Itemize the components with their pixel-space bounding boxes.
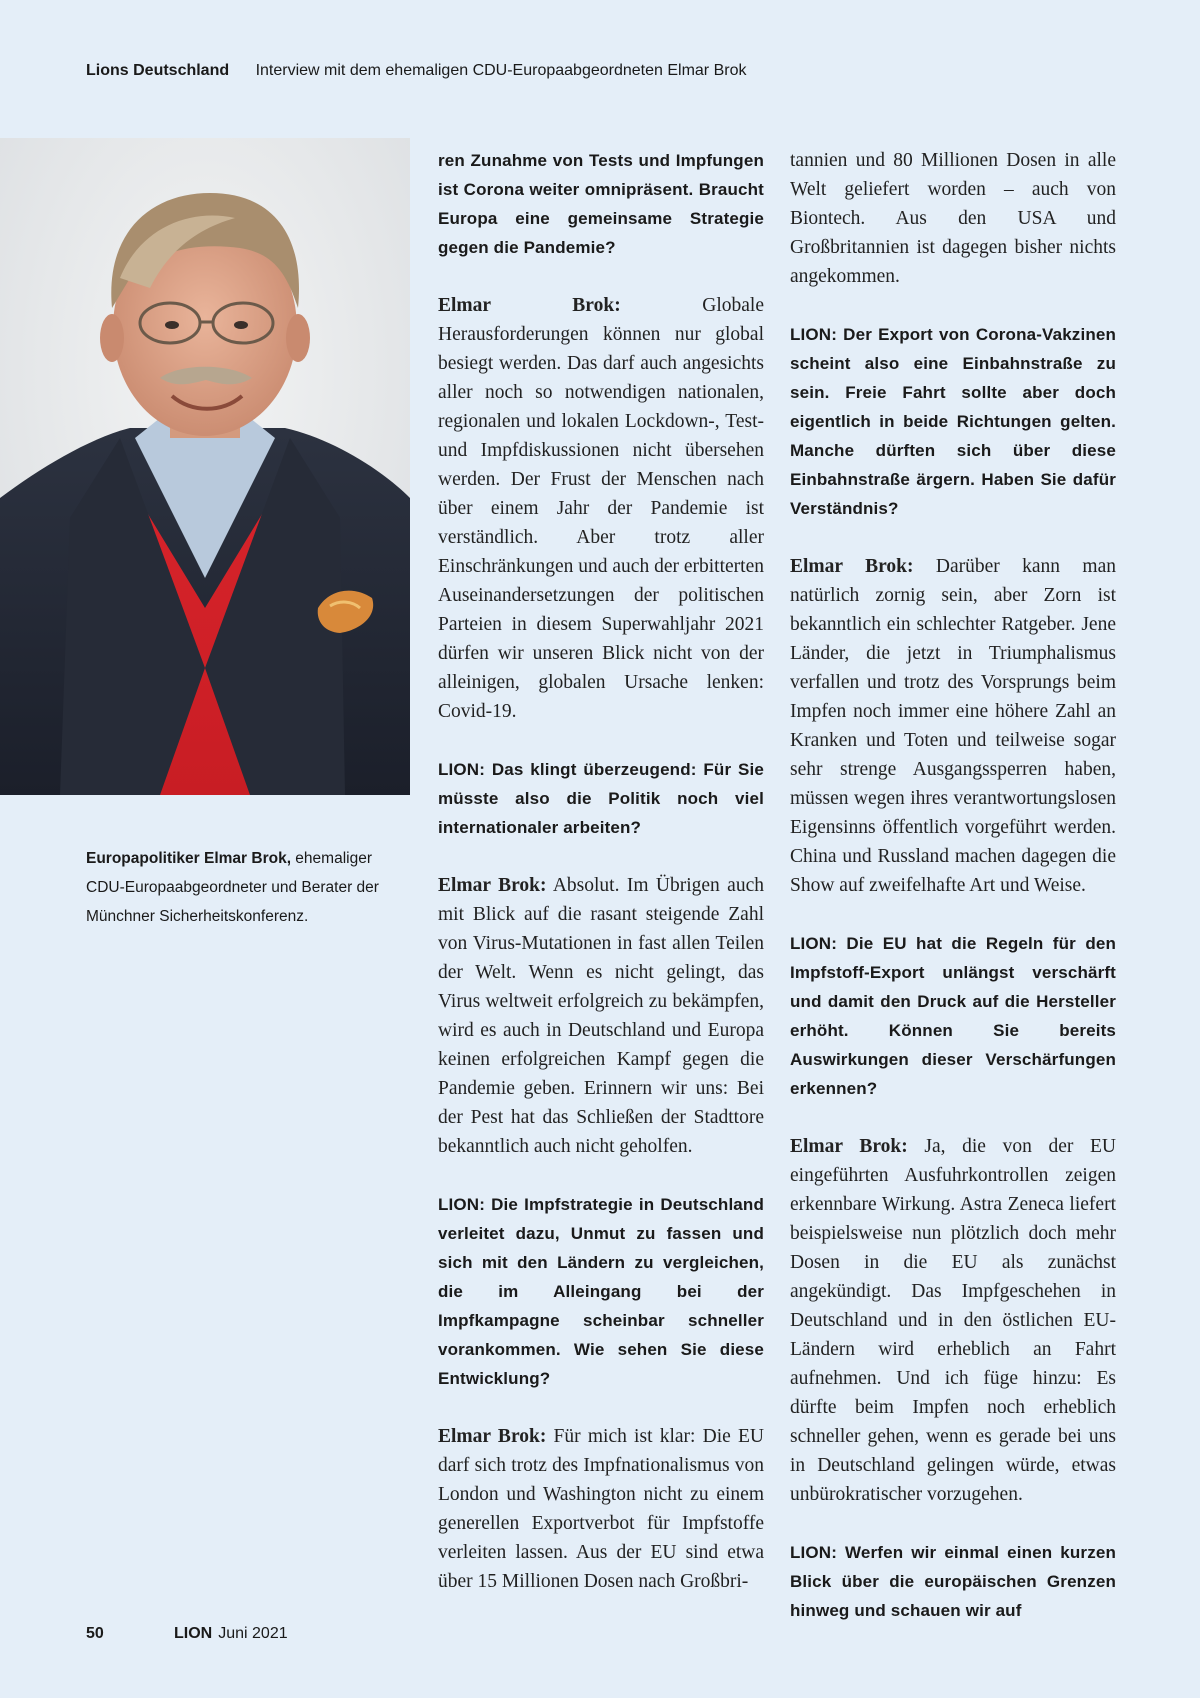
question-paragraph: LION: Werfen wir einmal einen kurzen Blick über die europäischen Grenzen hinweg und schauen wir auf — [790, 1543, 1116, 1620]
portrait-photo — [0, 138, 410, 795]
article-column-1 — [438, 146, 764, 1596]
photo-caption — [86, 844, 406, 931]
answer-paragraph — [438, 291, 764, 726]
answer-text: Globale Herausforderungen können nur global besiegt werden. Das darf auch angesichts aller noch so notwendigen nationalen, regionalen und lokalen Lockdown-, Test- und Impfdiskussionen nicht übersehen werden. Der Frust der Menschen nach über einem Jahr der Pandemie ist verständlich. Aber trotz aller Einschränkungen und auch der erbitterten Auseinandersetzungen der politischen Parteien in diesem Superwahljahr 2021 dürfen wir unseren Blick nicht von der alleinigen, globalen Ursache lenken: Covid-19. — [438, 295, 765, 722]
question-paragraph: LION: Das klingt überzeugend: Für Sie müsste also die Politik noch viel internationaler arbeiten? — [438, 760, 764, 837]
question-paragraph: ren Zunahme von Tests und Impfungen ist Corona weiter omnipräsent. Braucht Europa eine gemeinsame Strategie gegen die Pandemie? — [438, 151, 764, 257]
answer-speaker: Elmar Brok: — [438, 295, 621, 316]
answer-speaker: Elmar Brok: — [438, 1426, 547, 1447]
answer-paragraph — [438, 1422, 764, 1596]
answer-paragraph — [438, 871, 764, 1161]
issue-date: Juni 2021 — [218, 1625, 288, 1642]
answer-text: Absolut. Im Übrigen auch mit Blick auf die rasant steigende Zahl von Virus-Mutationen in fast allen Teilen der Welt. Wenn es nicht gelingt, das Virus weltweit erfolgreich zu bekämpfen, wird es auch in Deutschland und Europa keinen erfolgreichen Kampf gegen die Pandemie geben. Erinnern wir uns: Bei der Pest hat das Schließen der Stadttore bekanntlich auch nicht geholfen. — [438, 875, 764, 1157]
page-number: 50 — [86, 1625, 104, 1642]
question-paragraph: LION: Die EU hat die Regeln für den Impfstoff-Export unlängst verschärft und damit den Druck auf die Hersteller erhöht. Können Sie bereits Auswirkungen dieser Verschärfungen erkennen? — [790, 934, 1116, 1098]
answer-speaker: Elmar Brok: — [438, 875, 547, 896]
page-footer — [86, 1625, 288, 1643]
article-column-2 — [790, 146, 1116, 1625]
answer-speaker: Elmar Brok: — [790, 1136, 908, 1157]
answer-speaker: Elmar Brok: — [790, 556, 914, 577]
portrait-illustration — [0, 138, 410, 795]
header-brand: Lions Deutschland — [86, 62, 230, 79]
answer-paragraph — [790, 552, 1116, 900]
caption-text: ehemaliger CDU-Europaabgeordneter und Berater der Münchner Sicherheitskonferenz. — [86, 850, 379, 925]
answer-text: Für mich ist klar: Die EU darf sich trotz des Impfnationalismus von London und Washington nicht zu einem generellen Exportverbot für Impfstoffe verleiten lassen. Aus der EU sind etwa über 15 Millionen Dosen nach Großbri- — [438, 1426, 765, 1592]
question-paragraph: LION: Der Export von Corona-Vakzinen scheint also eine Einbahnstraße zu sein. Freie Fahrt sollte aber doch eigentlich in beide Richtungen gelten. Manche dürften sich über diese Einbahnstraße ärgern. Haben Sie dafür Verständnis? — [790, 325, 1116, 518]
question-paragraph: LION: Die Impfstrategie in Deutschland verleitet dazu, Unmut zu fassen und sich mit den Ländern zu vergleichen, die im Alleingang bei der Impfkampagne scheinbar schneller vorankommen. Wie sehen Sie diese Entwicklung? — [438, 1195, 764, 1388]
caption-name: Europapolitiker Elmar Brok, — [86, 850, 291, 867]
answer-paragraph — [790, 1132, 1116, 1509]
magazine-name: LION — [174, 1625, 213, 1642]
answer-continuation: tannien und 80 Millionen Dosen in alle Welt geliefert worden – auch von Biontech. Aus den USA und Großbritannien ist dagegen bisher nichts angekommen. — [790, 150, 1116, 287]
answer-text: Ja, die von der EU eingeführten Ausfuhrkontrollen zeigen erkennbare Wirkung. Astra Zeneca liefert beispielsweise nun plötzlich doch mehr Dosen in die EU als zunächst angekündigt. Das Impfgeschehen in Deutschland und in den östlichen EU-Ländern wird erheblich an Fahrt aufnehmen. Und ich füge hinzu: Es dürfte beim Impfen noch erheblich schneller gehen, wenn es gerade bei uns in Deutschland gelingen würde, etwas unbürokratischer vorzugehen. — [790, 1136, 1116, 1505]
page-header — [86, 62, 746, 80]
header-subtitle: Interview mit dem ehemaligen CDU-Europaabgeordneten Elmar Brok — [255, 62, 747, 79]
answer-text: Darüber kann man natürlich zornig sein, aber Zorn ist bekanntlich ein schlechter Ratgeber. Jene Länder, die jetzt in Triumphalismus verfallen und trotz des Vorsprungs beim Impfen noch immer eine höhere Zahl an Kranken und Toten und teilweise sogar sehr strenge Ausgangssperren haben, müssen wegen ihres verantwortungslosen Eigensinns öffentlich vorgeführt werden. China und Russland machen dagegen die Show auf zweifelhafte Art und Weise. — [790, 556, 1116, 896]
